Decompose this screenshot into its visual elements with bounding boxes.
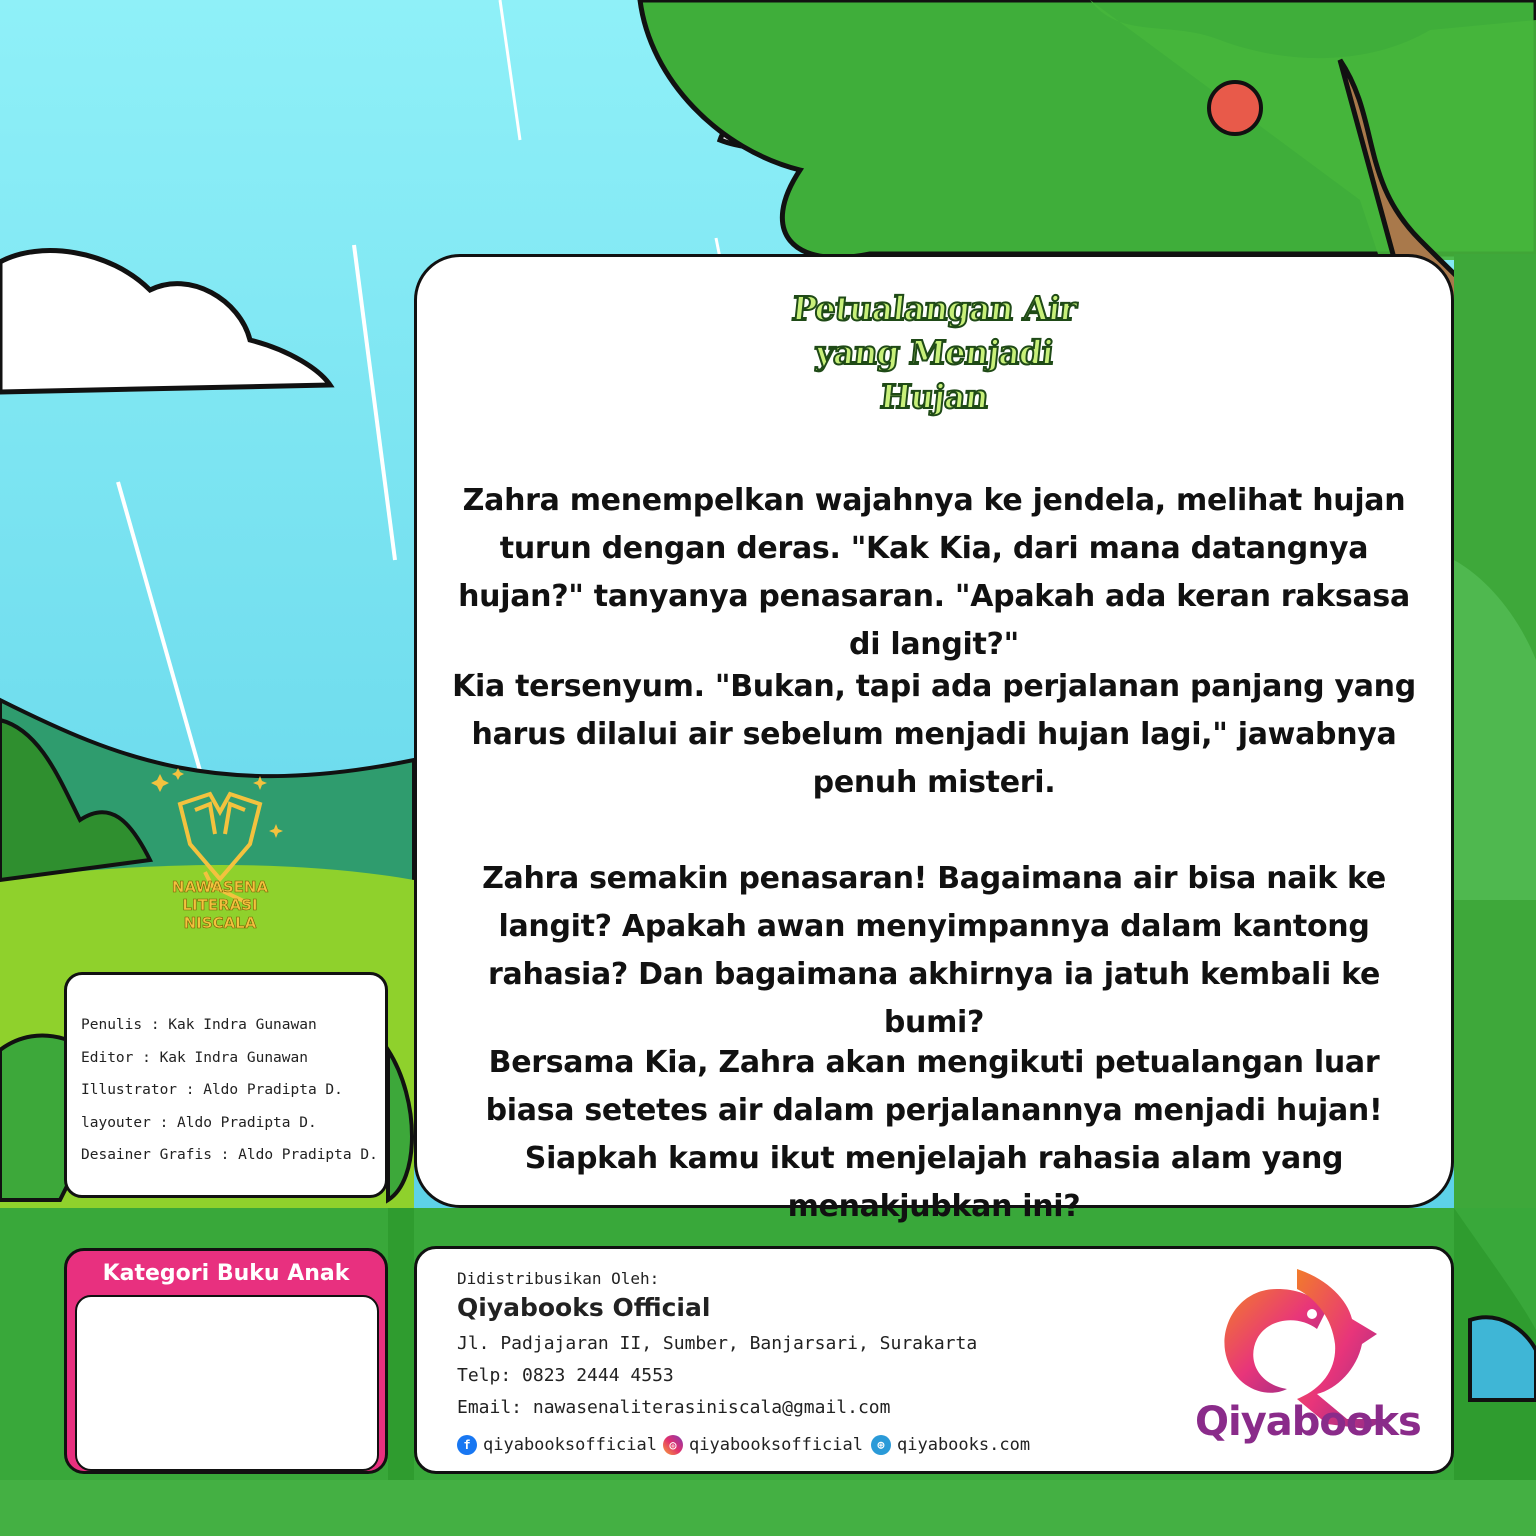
distributor-name: Qiyabooks Official bbox=[457, 1293, 711, 1322]
blurb-paragraph-2: Kia tersenyum. "Bukan, tapi ada perjalanan panjang yang harus dilalui air sebelum menjadi hujan lagi," jawabnya penuh misteri. bbox=[452, 669, 1416, 800]
nawasena-logo-text bbox=[150, 878, 290, 932]
blurb-paragraph-3: Zahra semakin penasaran! Bagaimana air bisa naik ke langit? Apakah awan menyimpannya dalam kantong rahasia? Dan bagaimana akhirnya ia jatuh kembali ke bumi? bbox=[482, 861, 1386, 1040]
globe-icon: ⊕ bbox=[871, 1435, 891, 1455]
nawasena-logo-line-3: NISCALA bbox=[183, 914, 257, 932]
nawasena-logo-line-1: NAWASENA bbox=[171, 878, 269, 896]
qiyabooks-logo-word: Qiyabooks bbox=[1195, 1399, 1421, 1445]
distributor-address: Jl. Padjajaran II, Sumber, Banjarsari, Surakarta bbox=[457, 1333, 978, 1354]
credit-editor: Editor : Kak Indra Gunawan bbox=[81, 1050, 308, 1066]
distributor-phone: Telp: 0823 2444 4553 bbox=[457, 1365, 674, 1386]
credit-graphic-designer: Desainer Grafis : Aldo Pradipta D. bbox=[81, 1147, 378, 1163]
social-website[interactable] bbox=[871, 1435, 1030, 1455]
blurb-card bbox=[414, 254, 1454, 1224]
distribution-heading: Didistribusikan Oleh: bbox=[457, 1269, 660, 1288]
book-title-line-1: Petualangan Air bbox=[790, 289, 1079, 328]
facebook-icon: f bbox=[457, 1435, 477, 1455]
social-facebook-label: qiyabooksofficial bbox=[483, 1435, 657, 1455]
credits-card bbox=[64, 972, 388, 1198]
credit-writer: Penulis : Kak Indra Gunawan bbox=[81, 1017, 317, 1033]
distributor-email: Email: nawasenaliterasiniscala@gmail.com bbox=[457, 1397, 891, 1418]
nawasena-logo-line-2: LITERASI bbox=[182, 896, 258, 914]
category-box bbox=[75, 1295, 379, 1471]
social-website-label: qiyabooks.com bbox=[897, 1435, 1031, 1455]
blurb-paragraph-1: Zahra menempelkan wajahnya ke jendela, melihat hujan turun dengan deras. "Kak Kia, dari mana datangnya hujan?" tanyanya penasaran. "Apakah ada keran raksasa di langit?" bbox=[458, 483, 1410, 662]
credit-layouter: layouter : Aldo Pradipta D. bbox=[81, 1115, 317, 1131]
book-title-line-2: yang Menjadi bbox=[813, 333, 1055, 372]
book-title-line-3: Hujan bbox=[878, 377, 990, 416]
social-instagram[interactable] bbox=[663, 1435, 863, 1455]
blurb-paragraph-4: Bersama Kia, Zahra akan mengikuti petualangan luar biasa setetes air dalam perjalanannya menjadi hujan! Siapkah kamu ikut menjelajah rahasia alam yang menakjubkan ini? bbox=[485, 1045, 1383, 1224]
instagram-icon: ◎ bbox=[663, 1435, 683, 1455]
book-title bbox=[417, 287, 1451, 419]
credit-illustrator: Illustrator : Aldo Pradipta D. bbox=[81, 1082, 343, 1098]
social-facebook[interactable] bbox=[457, 1435, 657, 1455]
category-card bbox=[64, 1248, 388, 1474]
distribution-card bbox=[414, 1246, 1454, 1474]
category-label: Kategori Buku Anak bbox=[102, 1261, 350, 1286]
social-instagram-label: qiyabooksofficial bbox=[689, 1435, 863, 1455]
